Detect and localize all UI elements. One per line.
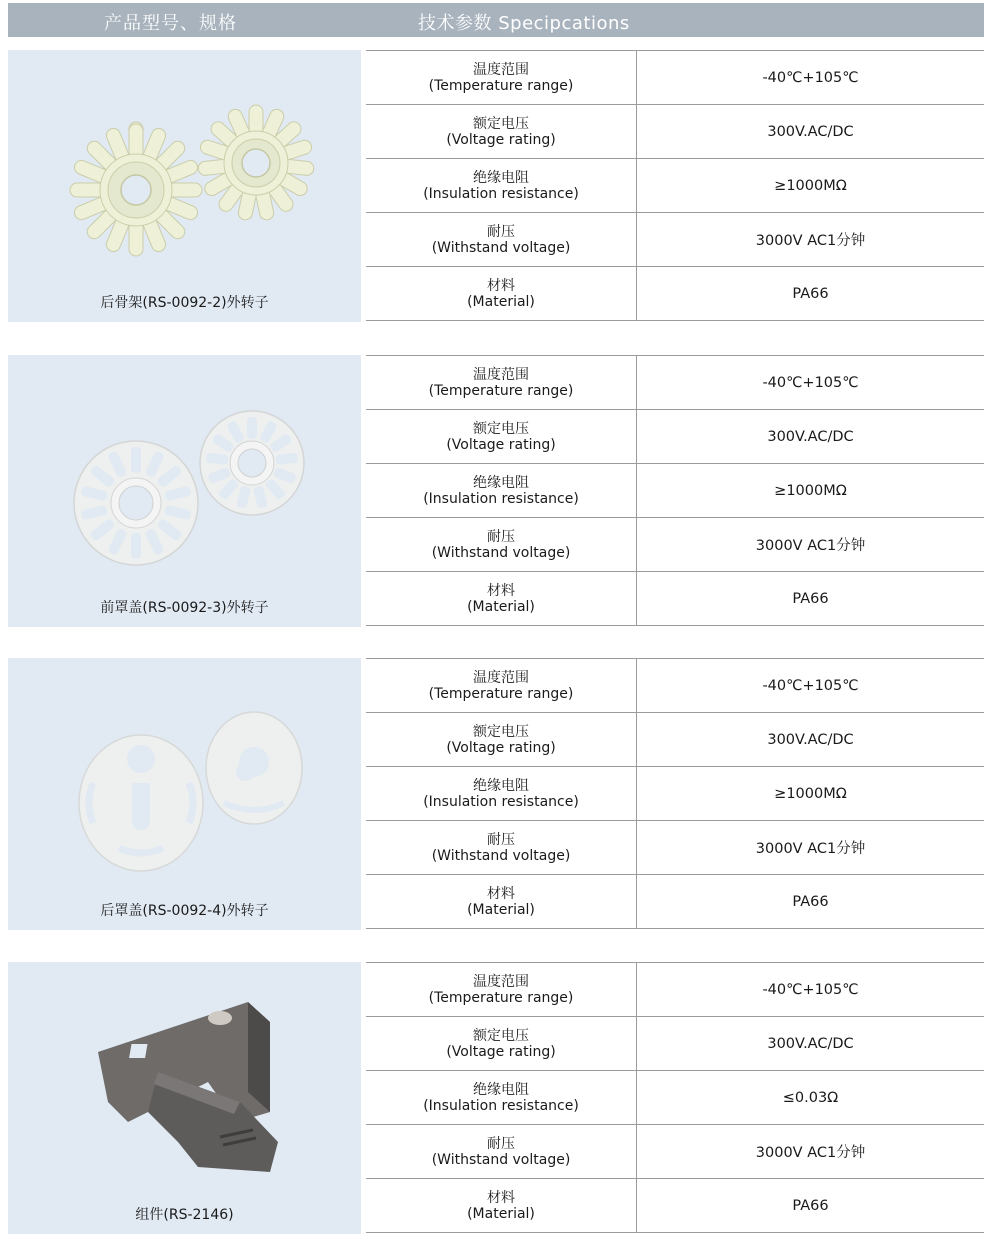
gear-bobbin-image: [8, 50, 361, 322]
spec-value: ≥1000MΩ: [774, 785, 847, 802]
spec-label-en: (Withstand voltage): [431, 847, 571, 864]
spec-value: 3000V AC1分钟: [755, 1145, 866, 1161]
spec-label-cn: 绝缘电阻: [473, 169, 529, 186]
product-caption: 前罩盖(RS-0092-3)外转子: [100, 600, 269, 616]
spec-label-en: (Material): [467, 901, 535, 918]
spec-label-en: (Voltage rating): [446, 1043, 556, 1060]
spec-value: 300V.AC/DC: [767, 1035, 854, 1052]
spec-table: [366, 962, 984, 1233]
product-block-4: [0, 962, 1000, 1234]
spec-label-cn: 材料: [487, 582, 515, 599]
table-row: [366, 712, 984, 766]
spec-label-cn: 材料: [487, 277, 515, 294]
product-block-1: [0, 50, 1000, 322]
table-row: [366, 1070, 984, 1124]
spec-label-en: (Voltage rating): [446, 739, 556, 756]
spec-label-cn: 温度范围: [473, 669, 529, 686]
product-caption: 组件(RS-2146): [135, 1207, 234, 1223]
spec-value: PA66: [792, 285, 829, 302]
table-row: [366, 820, 984, 874]
spec-value: -40℃+105℃: [762, 374, 859, 391]
table-header: [8, 3, 984, 37]
spec-value: 300V.AC/DC: [767, 428, 854, 445]
spec-value: 300V.AC/DC: [767, 123, 854, 140]
header-specifications: 技术参数 Specipcations: [418, 13, 630, 34]
table-row: [366, 50, 984, 104]
spec-label-en: (Insulation resistance): [423, 1097, 579, 1114]
product-caption: 后骨架(RS-0092-2)外转子: [100, 295, 269, 311]
spec-label-cn: 温度范围: [473, 366, 529, 383]
table-row: [366, 874, 984, 929]
spec-label-cn: 绝缘电阻: [473, 474, 529, 491]
spec-value: ≤0.03Ω: [782, 1089, 839, 1106]
table-row: [366, 266, 984, 321]
connector-assembly-image: [8, 962, 361, 1234]
product-block-3: [0, 658, 1000, 930]
table-row: [366, 962, 984, 1016]
spec-value: PA66: [792, 590, 829, 607]
spec-value: PA66: [792, 893, 829, 910]
product-image-panel: [8, 50, 361, 322]
spec-label-cn: 耐压: [487, 223, 515, 240]
product-image-panel: [8, 355, 361, 627]
table-row: [366, 158, 984, 212]
table-row: [366, 766, 984, 820]
spec-value: 3000V AC1分钟: [755, 233, 866, 249]
spec-value: -40℃+105℃: [762, 981, 859, 998]
spec-value: -40℃+105℃: [762, 69, 859, 86]
spec-label-cn: 温度范围: [473, 61, 529, 78]
spec-label-cn: 额定电压: [473, 723, 529, 740]
spec-label-cn: 绝缘电阻: [473, 777, 529, 794]
spec-label-en: (Material): [467, 1205, 535, 1222]
rear-cover-image: [8, 658, 361, 930]
spec-value: ≥1000MΩ: [774, 482, 847, 499]
table-row: [366, 212, 984, 266]
spec-label-en: (Voltage rating): [446, 131, 556, 148]
spec-value: -40℃+105℃: [762, 677, 859, 694]
spec-label-en: (Temperature range): [428, 77, 574, 94]
front-cover-image: [8, 355, 361, 627]
spec-label-en: (Withstand voltage): [431, 239, 571, 256]
product-image-panel: [8, 962, 361, 1234]
spec-label-cn: 材料: [487, 885, 515, 902]
product-image-panel: [8, 658, 361, 930]
spec-label-en: (Temperature range): [428, 989, 574, 1006]
spec-value: PA66: [792, 1197, 829, 1214]
table-row: [366, 463, 984, 517]
spec-label-en: (Insulation resistance): [423, 185, 579, 202]
product-caption: 后罩盖(RS-0092-4)外转子: [100, 903, 269, 919]
spec-label-en: (Insulation resistance): [423, 793, 579, 810]
table-row: [366, 104, 984, 158]
spec-value: 3000V AC1分钟: [755, 538, 866, 554]
table-row: [366, 409, 984, 463]
spec-value: 3000V AC1分钟: [755, 841, 866, 857]
spec-table: [366, 50, 984, 321]
spec-table: [366, 355, 984, 626]
spec-label-en: (Withstand voltage): [431, 544, 571, 561]
spec-table: [366, 658, 984, 929]
spec-label-cn: 绝缘电阻: [473, 1081, 529, 1098]
table-row: [366, 658, 984, 712]
spec-label-cn: 温度范围: [473, 973, 529, 990]
spec-label-en: (Voltage rating): [446, 436, 556, 453]
table-row: [366, 1016, 984, 1070]
spec-label-cn: 耐压: [487, 1135, 515, 1152]
table-row: [366, 517, 984, 571]
spec-label-cn: 耐压: [487, 528, 515, 545]
spec-label-en: (Material): [467, 598, 535, 615]
table-row: [366, 355, 984, 409]
product-block-2: [0, 355, 1000, 627]
spec-value: ≥1000MΩ: [774, 177, 847, 194]
spec-label-cn: 耐压: [487, 831, 515, 848]
spec-label-cn: 额定电压: [473, 1027, 529, 1044]
spec-label-cn: 材料: [487, 1189, 515, 1206]
spec-label-en: (Withstand voltage): [431, 1151, 571, 1168]
spec-label-en: (Insulation resistance): [423, 490, 579, 507]
spec-value: 300V.AC/DC: [767, 731, 854, 748]
spec-label-cn: 额定电压: [473, 420, 529, 437]
table-row: [366, 571, 984, 626]
spec-label-en: (Material): [467, 293, 535, 310]
header-product-model: 产品型号、规格: [104, 13, 237, 34]
table-row: [366, 1124, 984, 1178]
spec-label-en: (Temperature range): [428, 685, 574, 702]
spec-label-cn: 额定电压: [473, 115, 529, 132]
table-row: [366, 1178, 984, 1233]
spec-label-en: (Temperature range): [428, 382, 574, 399]
